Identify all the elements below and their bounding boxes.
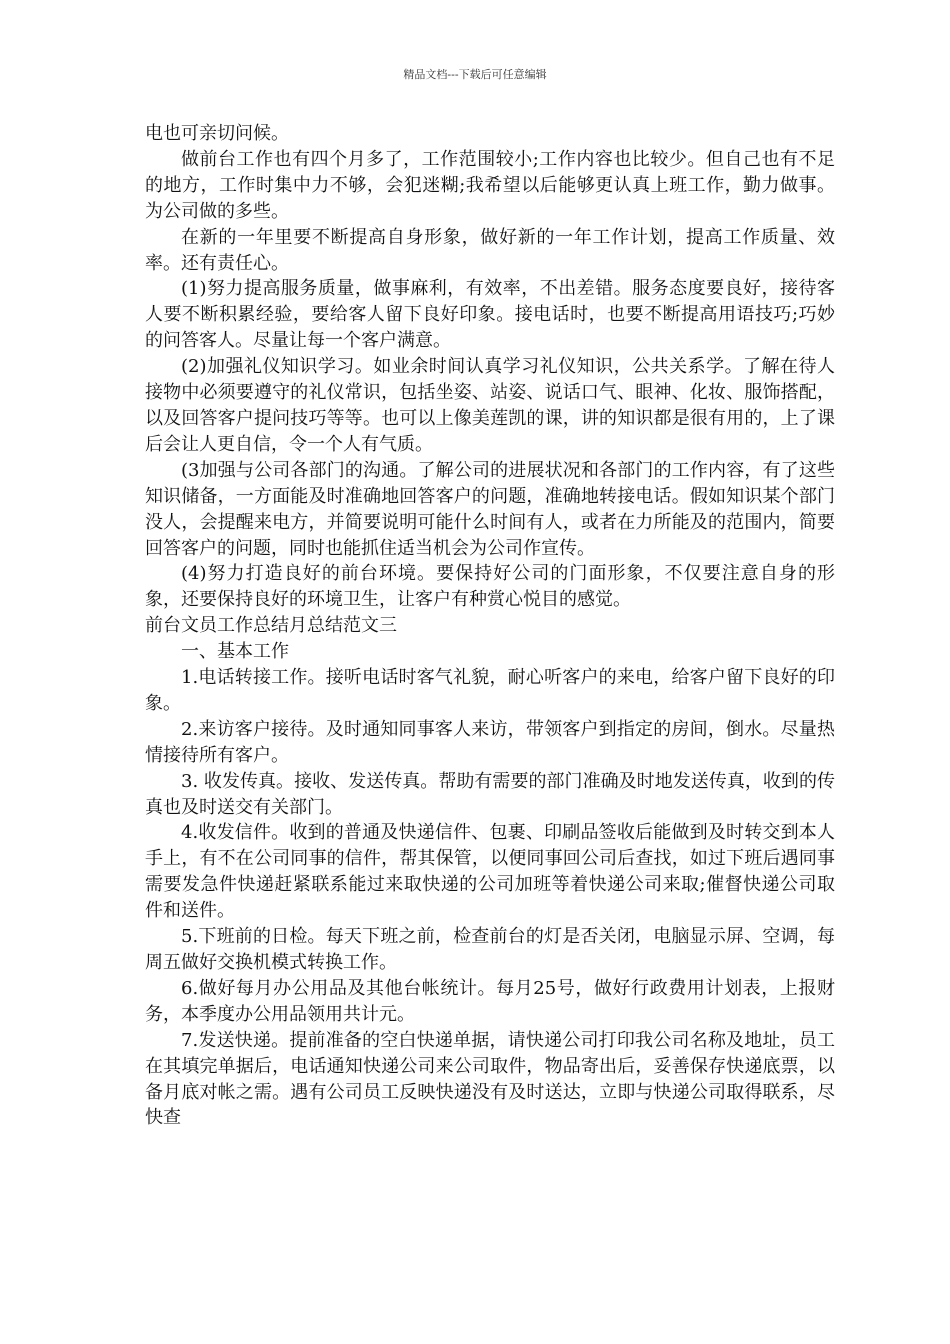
page-header: 精品文档---下载后可任意编辑 bbox=[403, 68, 547, 81]
list-item: 4.收发信件。收到的普通及快递信件、包裹、印刷品签收后能做到及时转交到本人手上，有不在公司同事的信件，帮其保管，以便同事回公司后查找，如过下班后遇同事需要发急件快递赶紧联系能过来取快递的公司加班等着快递公司来取;催督快递公司取件和送件。 bbox=[145, 822, 835, 922]
paragraph: 在新的一年里要不断提高自身形象，做好新的一年工作计划，提高工作质量、效率。还有责任心。 bbox=[145, 226, 835, 274]
section-heading: 一、基本工作 bbox=[181, 641, 289, 663]
paragraph: (3加强与公司各部门的沟通。了解公司的进展状况和各部门的工作内容，有了这些知识储备，一方面能及时准确地回答客户的问题，准确地转接电话。假如知识某个部门没人，会提醒来电方，并简要说明可能什么时间有人，或者在力所能及的范围内，简要回答客户的问题，同时也能抓住适当机会为公司作宣传。 bbox=[145, 459, 835, 559]
paragraph: (2)加强礼仪知识学习。如业余时间认真学习礼仪知识，公共关系学。了解在待人接物中必须要遵守的礼仪常识，包括坐姿、站姿、说话口气、眼神、化妆、服饰搭配，以及回答客户提问技巧等等。也可以上像美莲凯的课，讲的知识都是很有用的，上了课后会让人更自信，令一个人有气质。 bbox=[145, 356, 835, 455]
list-item: 7.发送快递。提前准备的空白快递单据，请快递公司打印我公司名称及地址，员工在其填完单据后，电话通知快递公司来公司取件，物品寄出后，妥善保存快递底票，以备月底对帐之需。遇有公司员工反映快递没有及时送达，立即与快递公司取得联系，尽快查 bbox=[145, 1029, 835, 1129]
paragraph: 做前台工作也有四个月多了，工作范围较小;工作内容也比较少。但自己也有不足的地方，工作时集中力不够，会犯迷糊;我希望以后能够更认真上班工作，勤力做事。为公司做的多些。 bbox=[145, 148, 835, 222]
document-body bbox=[145, 121, 835, 1131]
list-item: 5.下班前的日检。每天下班之前，检查前台的灯是否关闭，电脑显示屏、空调，每周五做好交换机模式转换工作。 bbox=[145, 926, 835, 973]
list-item: 1.电话转接工作。接听电话时客气礼貌，耐心听客户的来电，给客户留下良好的印象。 bbox=[145, 667, 835, 714]
paragraph: (1)努力提高服务质量，做事麻利，有效率，不出差错。服务态度要良好，接待客人要不断积累经验，要给客人留下良好印象。接电话时，也要不断提高用语技巧;巧妙的问答客人。尽量让每一个客户满意。 bbox=[145, 278, 835, 352]
list-item: 6.做好每月办公用品及其他台帐统计。每月25号，做好行政费用计划表，上报财务，本季度办公用品领用共计元。 bbox=[145, 977, 835, 1025]
paragraph: (4)努力打造良好的前台环境。要保持好公司的门面形象，不仅要注意自身的形象，还要保持良好的环境卫生，让客户有种赏心悦目的感觉。 bbox=[145, 563, 835, 611]
paragraph: 电也可亲切问候。 bbox=[145, 123, 289, 144]
section-title: 前台文员工作总结月总结范文三 bbox=[145, 615, 397, 637]
list-item: 2.来访客户接待。及时通知同事客人来访，带领客户到指定的房间，倒水。尽量热情接待所有客户。 bbox=[145, 718, 835, 766]
list-item: 3. 收发传真。接收、发送传真。帮助有需要的部门准确及时地发送传真，收到的传真也及时送交有关部门。 bbox=[145, 770, 835, 818]
